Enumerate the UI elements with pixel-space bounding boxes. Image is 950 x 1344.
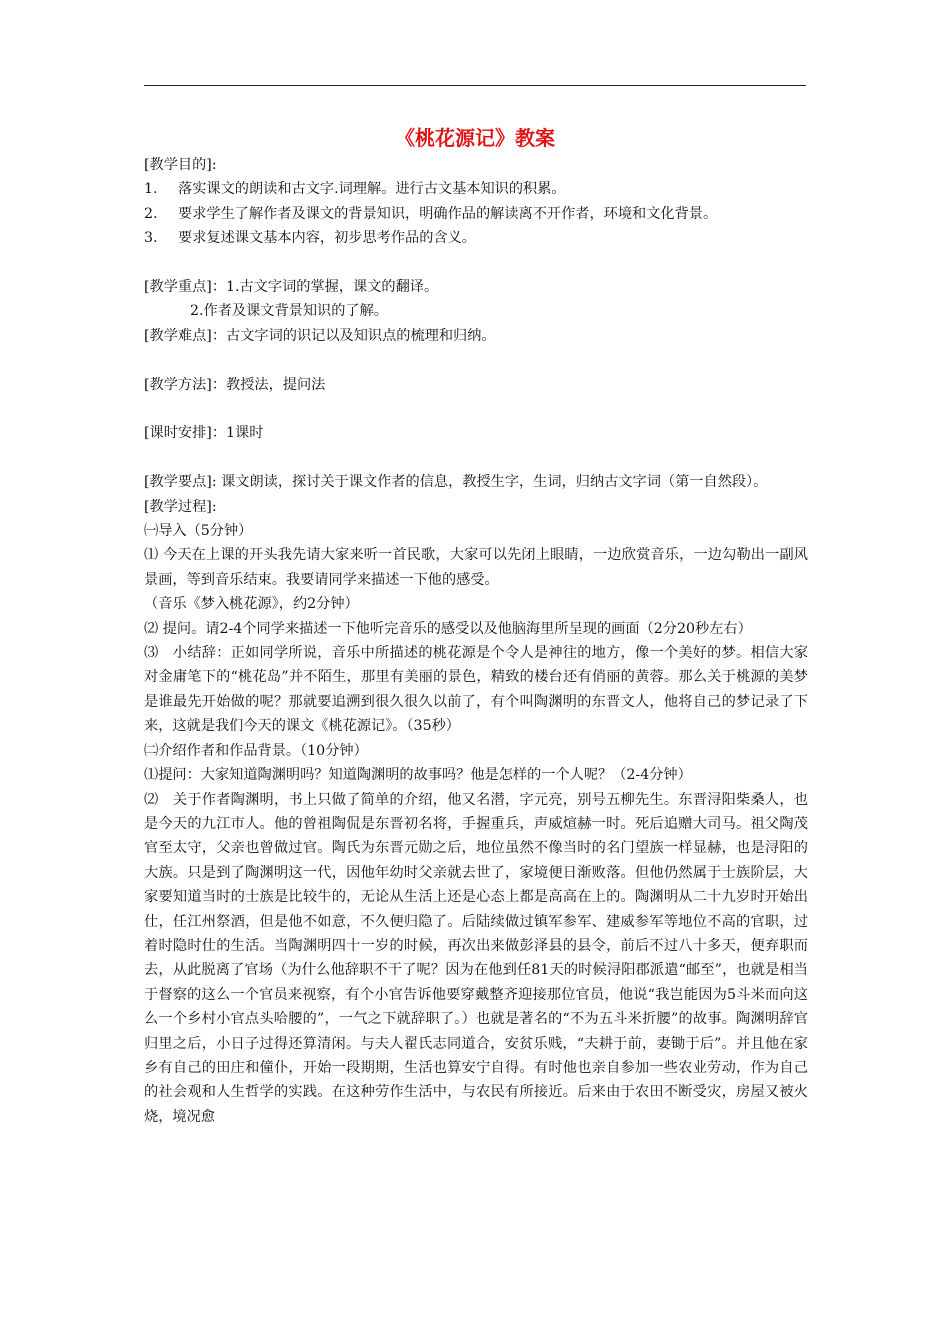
difficulty: [教学难点]：古文字词的识记以及知识点的梳理和归纳。 bbox=[144, 327, 496, 344]
objective-text: 要求学生了解作者及课文的背景知识，明确作品的解读离不开作者，环境和文化背景。 bbox=[178, 205, 718, 222]
class-schedule: [课时安排]：1课时 bbox=[144, 425, 264, 442]
objective-number: 2. bbox=[144, 205, 158, 222]
spacer bbox=[144, 251, 808, 275]
section-intro: ㈠导入（5分钟） bbox=[144, 523, 253, 540]
section-author: ㈡介绍作者和作品背景。（10分钟） bbox=[144, 742, 368, 759]
spacer bbox=[144, 446, 808, 470]
objective-item bbox=[144, 177, 808, 201]
objective-number: 1. bbox=[144, 181, 158, 198]
key-points-line2: 2.作者及课文背景知识的了解。 bbox=[190, 303, 388, 320]
paragraph: ⑴提问：大家知道陶渊明吗？知道陶渊明的故事吗？他是怎样的一个人呢？（2-4分钟） bbox=[144, 767, 692, 784]
spacer bbox=[144, 397, 808, 421]
document-body bbox=[144, 153, 808, 1129]
teaching-essentials: [教学要点]: 课文朗读，探讨关于课文作者的信息，教授生字，生词，归纳古文字词（第一自然段）。 bbox=[144, 474, 768, 491]
process-heading: [教学过程]: bbox=[144, 498, 217, 515]
teaching-method: [教学方法]：教授法，提问法 bbox=[144, 376, 326, 393]
key-points-line1: [教学重点]：1.古文字词的掌握，课文的翻译。 bbox=[144, 279, 439, 296]
objective-item bbox=[144, 202, 808, 226]
document-title: 《桃花源记》教案 bbox=[395, 126, 555, 150]
objective-number: 3. bbox=[144, 230, 158, 247]
music-note: （音乐《梦入桃花源》，约2分钟） bbox=[144, 596, 359, 613]
objective-text: 要求复述课文基本内容，初步思考作品的含义。 bbox=[178, 230, 476, 247]
objectives-heading: [教学目的]: bbox=[144, 157, 217, 173]
paragraph: ⑴ 今天在上课的开头我先请大家来听一首民歌，大家可以先闭上眼睛，一边欣赏音乐，一边勾勒出一副风景画，等到音乐结束。我要请同学来描述一下他的感受。 bbox=[144, 547, 808, 588]
paragraph: ⑶ 小结辞：正如同学所说，音乐中所描述的桃花源是个令人是神往的地方，像一个美好的梦。相信大家对金庸笔下的“桃花岛”并不陌生，那里有美丽的景色，精致的楼台还有俏丽的黄蓉。那么关于桃源的美梦是谁最先开始做的呢？那就要追溯到很久很久以前了，有个叫陶渊明的东晋文人，他将自己的梦记录了下来，这就是我们今天的课文《桃花源记》。（35秒） bbox=[144, 645, 808, 735]
objective-item bbox=[144, 226, 808, 250]
header-rule bbox=[144, 85, 806, 86]
objective-text: 落实课文的朗读和古文字.词理解。进行古文基本知识的积累。 bbox=[178, 181, 566, 198]
spacer bbox=[144, 348, 808, 372]
paragraph: ⑵ 提问。请2-4个同学来描述一下他听完音乐的感受以及他脑海里所呈现的画面（2分20秒左右） bbox=[144, 620, 752, 637]
paragraph: ⑵ 关于作者陶渊明，书上只做了简单的介绍，他又名潜，字元亮，别号五柳先生。东晋浔阳柴桑人，也是今天的九江市人。他的曾祖陶侃是东晋初名将，手握重兵，声威煊赫一时。死后追赠大司马。祖父陶茂官至太守，父亲也曾做过官。陶氏为东晋元勋之后，地位虽然不像当时的名门望族一样显赫，也是浔阳的大族。只是到了陶渊明这一代，因他年幼时父亲就去世了，家境便日渐败落。但他仍然属于士族阶层，大家要知道当时的士族是比较牛的，无论从生活上还是心态上都是高高在上的。陶渊明从二十九岁时开始出仕，任江州祭酒，但是他不如意，不久便归隐了。后陆续做过镇军参军、建威参军等地位不高的官职，过着时隐时仕的生活。当陶渊明四十一岁的时候，再次出来做彭泽县的县令，前后不过八十多天，便弃职而去，从此脱离了官场（为什么他辞职不干了呢？因为在他到任81天的时候浔阳郡派遣“邮至”，也就是相当于督察的这么一个官员来视察，有个小官告诉他要穿戴整齐迎接那位官员，他说“我岂能因为5斗米而向这么一个乡村小官点头哈腰的”，一气之下就辞职了。）也就是著名的“不为五斗米折腰”的故事。陶渊明辞官归里之后，小日子过得还算清闲。与夫人翟氏志同道合，安贫乐贱，“夫耕于前，妻锄于后”。并且他在家乡有自己的田庄和僮仆，开始一段期期，生活也算安宁自得。有时他也亲自参加一些农业劳动，作为自己的社会观和人生哲学的实践。在这种劳作生活中，与农民有所接近。后来由于农田不断受灾，房屋又被火烧，境况愈 bbox=[144, 791, 808, 1125]
